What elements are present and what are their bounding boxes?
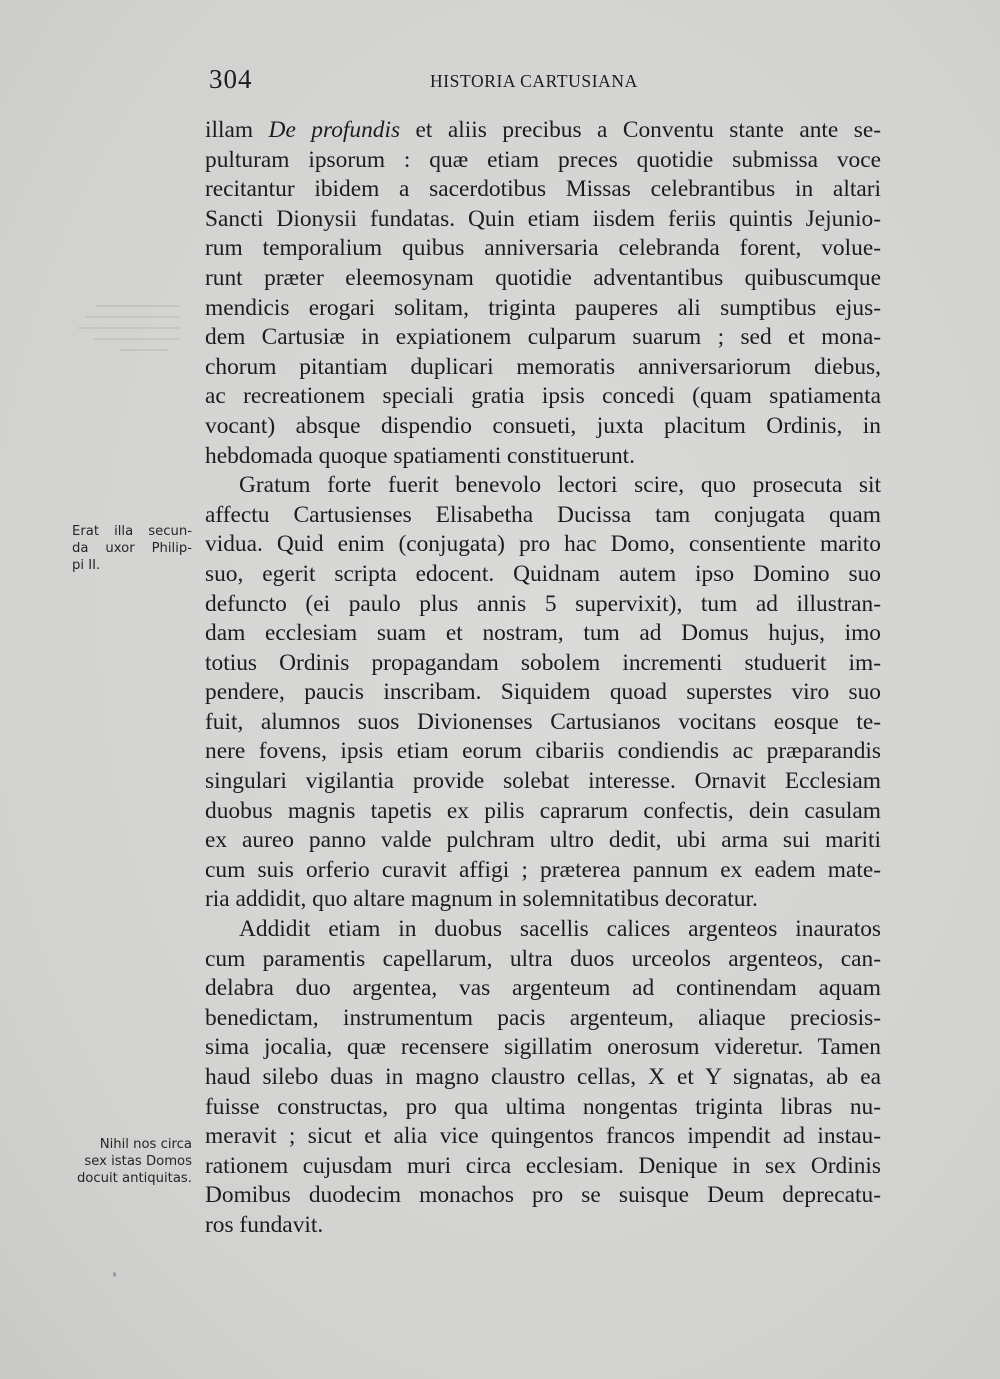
margin-note-line: Erat illa secun- — [72, 524, 192, 539]
margin-note — [72, 1136, 192, 1187]
text-line: ac recreationem speciali gratia ipsis concedi (quam spatiamenta — [205, 383, 881, 410]
text-line: dem Cartusiæ in expiationem culparum suarum ; sed et mona- — [205, 324, 881, 351]
paragraph — [205, 116, 881, 471]
text-line: totius Ordinis propagandam sobolem incrementi studuerit im- — [205, 649, 881, 676]
text-line — [205, 116, 881, 146]
text-line: haud silebo duas in magno claustro cellas, X et Y signatas, ab ea — [205, 1064, 881, 1090]
text-line: rum temporalium quibus anniversaria celebranda forent, volue- — [205, 235, 881, 262]
text-line: nere fovens, ipsis etiam eorum cibariis condiendis ac præparandis — [205, 738, 881, 765]
text-line: meravit ; sicut et alia vice quingentos francos impendit ad instau- — [205, 1123, 881, 1150]
text-line: recitantur ibidem a sacerdotibus Missas celebrantibus in altari — [205, 176, 881, 203]
text-line: singulari vigilantia provide solebat interesse. Ornavit Ecclesiam — [205, 768, 881, 795]
text-line: benedictam, instrumentum pacis argenteum, aliaque preciosis- — [205, 1004, 881, 1031]
paper-speck — [113, 1272, 116, 1277]
text-line: pendere, paucis inscribam. Siquidem quoad superstes viro suo — [205, 679, 881, 706]
text-line: defuncto (ei paulo plus annis 5 supervixit), tum ad illustran- — [205, 590, 881, 617]
text-line: duobus magnis tapetis ex pilis caprarum confectis, dein casulam — [205, 797, 881, 824]
text-line: fuit, alumnos suos Divionenses Cartusianos vocitans eosque te- — [205, 708, 881, 735]
margin-note-line: da uxor Philip- — [72, 541, 192, 556]
text-line: fuisse constructas, pro qua ultima nongentas triginta libras nu- — [205, 1093, 881, 1120]
paragraph — [205, 471, 881, 915]
text-line: hebdomada quoque spatiamenti constituerunt. — [205, 442, 636, 469]
text-line: cum paramentis capellarum, ultra duos urceolos argenteos, can- — [205, 945, 881, 972]
margin-note-line: sex istas Domos — [84, 1154, 192, 1169]
body-text — [205, 116, 881, 1241]
bleed-through-text — [72, 296, 192, 376]
text-line: ria addidit, quo altare magnum in solemnitatibus decoratur. — [205, 886, 758, 913]
text-line: cum suis orferio curavit affigi ; præterea pannum ex eadem mate- — [205, 856, 881, 883]
text-line: runt præter eleemosynam quotidie adventantibus quibuscumque — [205, 264, 881, 291]
text-line: vocant) absque dispendio consueti, juxta placitum Ordinis, in — [205, 412, 881, 439]
text-line: mendicis erogari solitam, triginta pauperes ali sumptibus ejus- — [205, 294, 881, 321]
margin-note — [72, 523, 192, 574]
margin-note-line: pi II. — [72, 558, 101, 573]
margin-note-line: Nihil nos circa — [99, 1137, 192, 1152]
margin-note-line: docuit antiquitas. — [76, 1171, 192, 1186]
text-run: et aliis precibus a Conventu stante ante se- — [400, 117, 882, 143]
italic-title: De profundis — [268, 117, 401, 143]
text-run: illam — [205, 117, 269, 143]
text-line: affectu Cartusienses Elisabetha Ducissa tam conjugata quam — [205, 501, 881, 528]
text-line: ros fundavit. — [205, 1211, 324, 1238]
text-line: sima jocalia, quæ recensere sigillatim onerosum videretur. Tamen — [205, 1034, 881, 1061]
text-line: suo, egerit scripta edocent. Quidnam autem ipso Domino suo — [205, 560, 881, 587]
text-line: Sancti Dionysii fundatas. Quin etiam iisdem feriis quintis Jejunio- — [205, 205, 881, 232]
text-line: delabra duo argentea, vas argenteum ad continendam aquam — [205, 975, 881, 1002]
paragraph — [205, 915, 881, 1241]
running-title: HISTORIA CARTUSIANA — [430, 71, 638, 91]
text-line: Addidit etiam in duobus sacellis calices argenteos inauratos — [239, 916, 881, 943]
text-line: chorum pitantiam duplicari memoratis anniversariorum diebus, — [205, 353, 881, 380]
text-line: pulturam ipsorum : quæ etiam preces quotidie submissa voce — [205, 146, 881, 173]
text-line: vidua. Quid enim (conjugata) pro hac Domo, consentiente marito — [205, 531, 881, 558]
text-line: Gratum forte fuerit benevolo lectori scire, quo prosecuta sit — [239, 472, 881, 499]
text-line: Domibus duodecim monachos pro se suisque Deum deprecatu- — [205, 1182, 881, 1209]
text-line: dam ecclesiam suam et nostram, tum ad Domus hujus, imo — [205, 620, 881, 647]
text-line: ex aureo panno valde pulchram ultro dedit, ubi arma sui mariti — [205, 827, 881, 854]
text-line: rationem cujusdam muri circa ecclesiam. Denique in sex Ordinis — [205, 1152, 881, 1179]
page-number: 304 — [209, 64, 253, 94]
page-header — [205, 64, 880, 100]
